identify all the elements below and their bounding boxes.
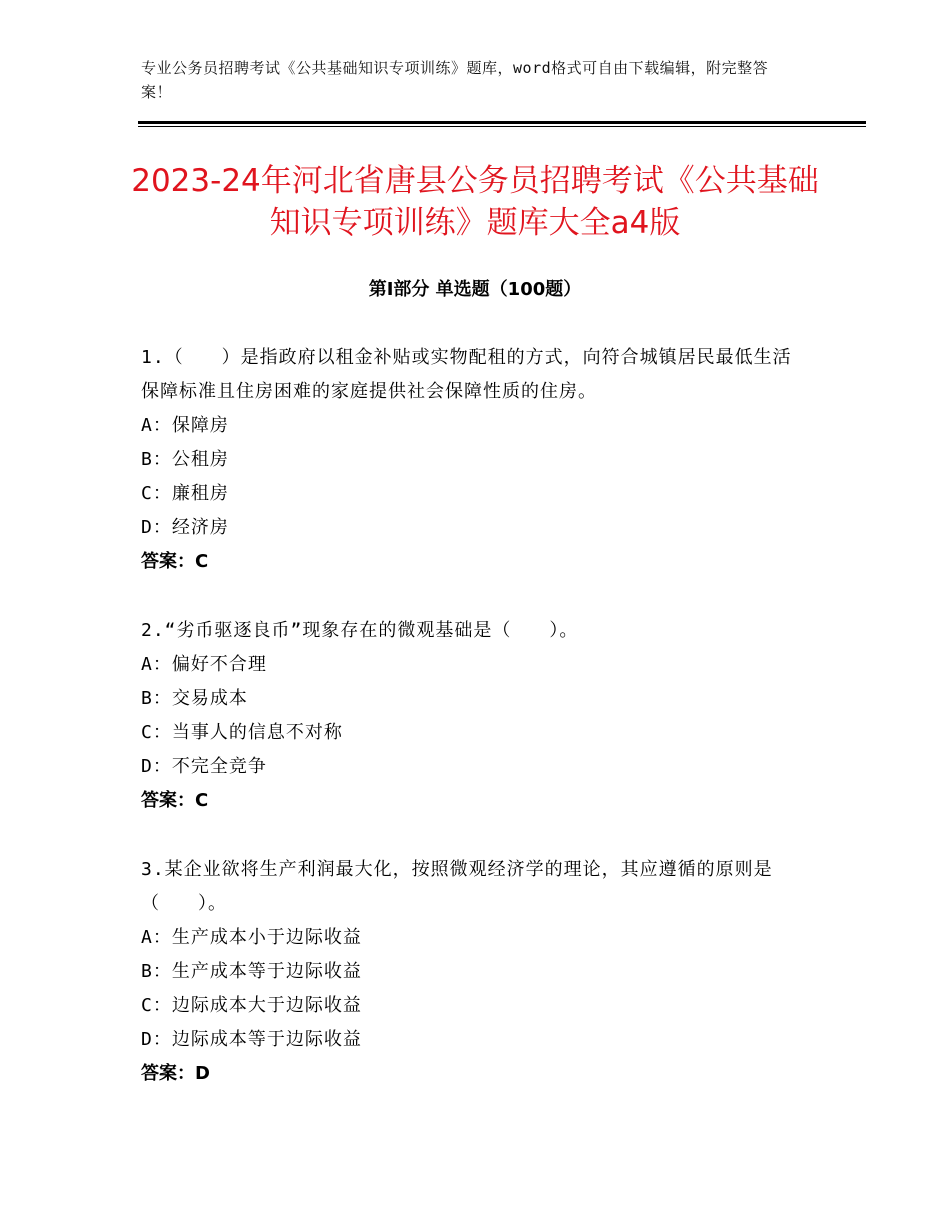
answer: 答案：D [141, 1063, 210, 1084]
header-note: 专业公务员招聘考试《公共基础知识专项训练》题库，word格式可自由下载编辑，附完整答案！ [141, 59, 769, 101]
option-a: A：生产成本小于边际收益 [141, 927, 362, 948]
section-title: 第Ⅰ部分 单选题（100题） [368, 279, 582, 300]
option-a: A：保障房 [141, 415, 229, 436]
question-2 [141, 614, 801, 818]
option-c: C：廉租房 [141, 483, 229, 504]
option-b: B：生产成本等于边际收益 [141, 961, 362, 982]
question-3 [141, 853, 801, 1091]
answer: 答案：C [141, 790, 209, 811]
option-c: C：当事人的信息不对称 [141, 722, 343, 743]
question-1 [141, 341, 801, 579]
document-title: 2023-24年河北省唐县公务员招聘考试《公共基础知识专项训练》题库大全a4版 [131, 163, 819, 241]
question-stem: 3.某企业欲将生产利润最大化，按照微观经济学的理论，其应遵循的原则是（ ）。 [141, 859, 773, 914]
option-d: D：边际成本等于边际收益 [141, 1029, 362, 1050]
option-c: C：边际成本大于边际收益 [141, 995, 362, 1016]
answer: 答案：C [141, 551, 209, 572]
option-d: D：不完全竞争 [141, 756, 267, 777]
option-a: A：偏好不合理 [141, 654, 267, 675]
header-rule-thick [138, 121, 866, 124]
option-d: D：经济房 [141, 517, 229, 538]
option-b: B：公租房 [141, 449, 229, 470]
header-rule-thin [138, 126, 866, 127]
option-b: B：交易成本 [141, 688, 248, 709]
question-stem: 2.“劣币驱逐良币”现象存在的微观基础是（ ）。 [141, 620, 579, 641]
question-stem: 1.（ ）是指政府以租金补贴或实物配租的方式，向符合城镇居民最低生活保障标准且住房困难的家庭提供社会保障性质的住房。 [141, 347, 792, 402]
